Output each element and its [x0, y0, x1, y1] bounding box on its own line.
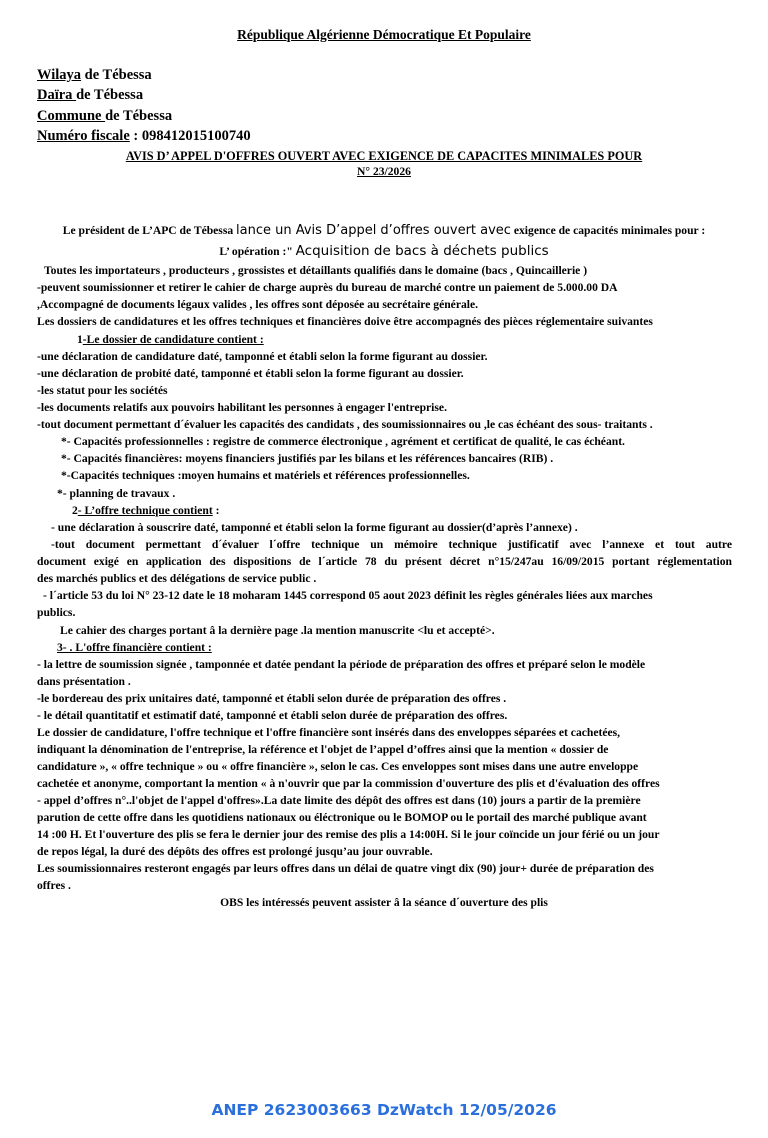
- section-2-number: 2: [72, 504, 78, 517]
- fiscal-value: : 098412015100740: [129, 128, 251, 144]
- notice-title: AVIS D’ APPEL D'OFFRES OUVERT AVEC EXIGENCE DE CAPACITES MINIMALES POUR: [125, 149, 643, 163]
- section-2-item: - une déclaration à souscrire daté, tamponné et établi selon la forme figurant au dossier(d’après l’annexe) .: [51, 521, 578, 534]
- section-2-colon: :: [212, 504, 220, 517]
- commune-value: de Tébessa: [105, 108, 173, 124]
- intro-part-b: lance un Avis D’appel d’offres ouvert avec: [236, 223, 511, 238]
- publication-reference: ANEP 2623003663 DzWatch 12/05/2026: [211, 1101, 557, 1119]
- section-1-heading: [77, 331, 264, 348]
- section-3-item: - le détail quantitatif et estimatif daté, tamponné et établi selon durée de préparation des offres.: [37, 709, 508, 722]
- section-1-item: -tout document permettant d´évaluer les capacités des candidats , des soumissionnaires ou ,le cas échéant des sous- traitants .: [37, 418, 653, 431]
- daira-line: [37, 87, 143, 104]
- section-1-item: -une déclaration de candidature daté, tamponné et établi selon la forme figurant au dossier.: [37, 350, 488, 363]
- closing-line: indiquant la dénomination de l'entreprise, la référence et l'objet de l’appel d’offres ainsi que la mention « dossier de: [37, 743, 609, 756]
- commune-line: [37, 108, 172, 125]
- commune-label: Commune: [37, 108, 106, 124]
- intro-part-c: exigence de capacités minimales pour :: [510, 224, 706, 237]
- intro-part-a: Le président de L’APC de Tébessa: [62, 224, 237, 237]
- section-3-item: dans présentation .: [37, 675, 131, 688]
- operation-label: L’ opération :": [219, 245, 296, 258]
- section-2-item: publics.: [37, 606, 76, 619]
- section-2-item: -tout document permettant d´évaluer l´offre technique un mémoire technique justificatif avec l’annexe et tout autre: [51, 538, 732, 551]
- section-2-item: Le cahier des charges portant â la dernière page .la mention manuscrite <lu et accepté>.: [60, 624, 495, 637]
- republic-heading: République Algérienne Démocratique Et Populaire: [237, 27, 531, 42]
- closing-line: cachetée et anonyme, comportant la mention « à n'ouvrir que par la commission d'ouverture des plis et d'évaluation des offres: [37, 777, 660, 790]
- section-1-item: -une déclaration de probité daté, tamponné et établi selon la forme figurant au dossier.: [37, 367, 464, 380]
- section-2-item: des marchés publics et des délégations de service public .: [37, 572, 317, 585]
- body-paragraph-4: Les dossiers de candidatures et les offres techniques et financières doive être accompagnés des pièces réglementaire suivantes: [37, 315, 653, 328]
- capacity-item: *-Capacités techniques :moyen humains et matériels et références professionnelles.: [61, 469, 470, 482]
- operation-title: Acquisition de bacs à déchets publics: [295, 243, 549, 259]
- daira-label: Daïra: [37, 87, 77, 103]
- closing-line: Les soumissionnaires resteront engagés par leurs offres dans un délai de quatre vingt dix (90) jour+ durée de préparation des: [37, 862, 654, 875]
- obs-note: OBS les intéressés peuvent assister â la séance d´ouverture des plis: [220, 896, 548, 909]
- section-1-number: 1: [77, 333, 83, 346]
- closing-line: parution de cette offre dans les quotidiens nationaux ou éléctronique ou le BOMOP ou le portail des marché publique avant: [37, 811, 647, 824]
- body-paragraph-3: ,Accompagné de documents légaux valides , les offres sont déposée au secrétaire générale.: [37, 298, 479, 311]
- section-1-item: -les statut pour les sociétés: [37, 384, 168, 397]
- body-paragraph-1: Toutes les importateurs , producteurs , grossistes et détaillants qualifiés dans le domaine (bacs , Quincaillerie ): [44, 264, 588, 277]
- fiscal-label: Numéro fiscale: [37, 128, 130, 144]
- notice-number: N° 23/2026: [357, 165, 411, 178]
- intro-line-1: [0, 222, 768, 239]
- capacity-item: *- Capacités professionnelles : registre de commerce électronique , agrément et certificat de qualité, le cas échéant.: [61, 435, 625, 448]
- wilaya-label: Wilaya: [37, 67, 82, 83]
- section-2-item: document exigé en application des dispositions de l´article 78 du présent décret n°15/247au 16/09/2015 portant réglementation: [37, 555, 732, 568]
- capacity-item: *- planning de travaux .: [57, 487, 176, 500]
- wilaya-line: [37, 67, 152, 84]
- closing-line: de repos légal, la duré des dépôts des offres est prolongé jusqu’au jour ouvrable.: [37, 845, 433, 858]
- closing-line: candidature », « offre technique » ou « offre financière », selon le cas. Ces enveloppes sont mises dans une autre enveloppe: [37, 760, 639, 773]
- closing-line: - appel d’offres n°..l'objet de l'appel d'offres».La date limite des dépôt des offres est dans (10) jours a partir de la première: [37, 794, 641, 807]
- operation-line: [0, 243, 768, 260]
- section-1-item: -les documents relatifs aux pouvoirs habilitant les personnes à engager l'entreprise.: [37, 401, 447, 414]
- closing-line: Le dossier de candidature, l'offre technique et l'offre financière sont insérés dans des enveloppes séparées et cachetées,: [37, 726, 621, 739]
- body-paragraph-2: -peuvent soumissionner et retirer le cahier de charge auprès du bureau de marché contre un paiement de 5.000.00 DA: [37, 281, 618, 294]
- section-3-item: - la lettre de soumission signée , tamponnée et datée pendant la période de préparation des offres et préparé selon le modèle: [37, 658, 646, 671]
- section-3-heading: 3- . L'offre financière contient :: [57, 641, 212, 654]
- capacity-item: *- Capacités financières: moyens financiers justifiés par les bilans et les références bancaires (RIB) .: [61, 452, 554, 465]
- closing-line: offres .: [37, 879, 71, 892]
- section-2-item: - l´article 53 du loi N° 23-12 date le 18 moharam 1445 correspond 05 aout 2023 définit les règles générales liées aux marches: [43, 589, 653, 602]
- section-3-item: -le bordereau des prix unitaires daté, tamponné et établi selon durée de préparation des offres .: [37, 692, 507, 705]
- fiscal-line: [37, 128, 251, 145]
- wilaya-value: de Tébessa: [81, 67, 152, 83]
- section-2-title: - L’offre technique contient: [77, 504, 213, 517]
- section-1-title: -Le dossier de candidature contient :: [82, 333, 264, 346]
- closing-line: 14 :00 H. Et l'ouverture des plis se fera le dernier jour des remise des plis a 14:00H. Si le jour coïncide un jour férié ou un jour: [37, 828, 660, 841]
- section-2-heading: [72, 502, 220, 519]
- daira-value: de Tébessa: [76, 87, 144, 103]
